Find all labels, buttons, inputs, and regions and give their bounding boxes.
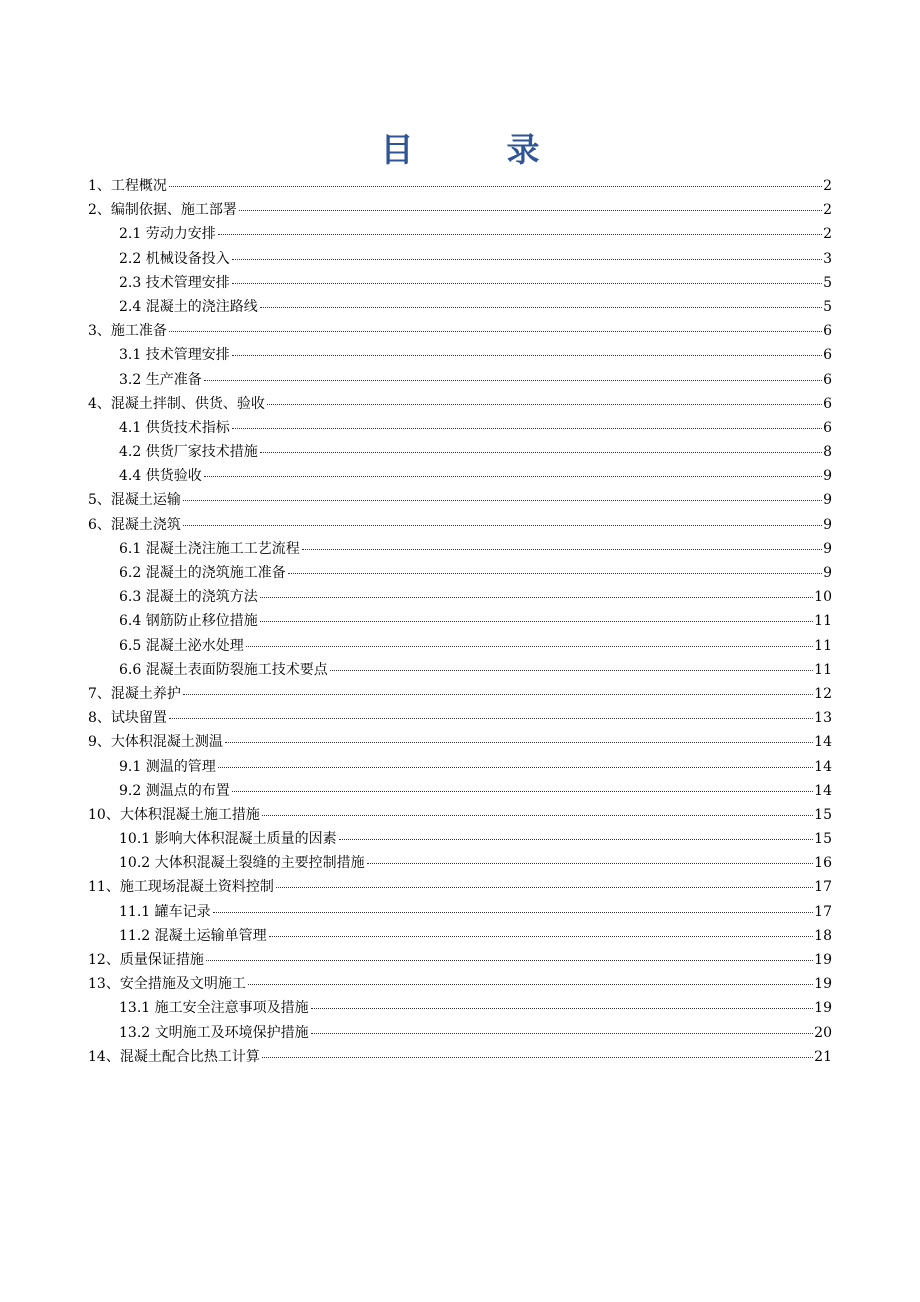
- toc-entry-label: 3.2 生产准备: [119, 371, 202, 388]
- toc-entry-page-number: 3: [823, 250, 832, 267]
- toc-dot-leader: [311, 1033, 814, 1034]
- toc-dot-leader: [232, 355, 822, 356]
- toc-entry-label: 6.3 混凝土的浇筑方法: [119, 589, 258, 606]
- toc-entry-label: 3.1 技术管理安排: [119, 347, 230, 364]
- toc-entry[interactable]: [88, 755, 832, 779]
- toc-dot-leader: [232, 283, 822, 284]
- toc-entry-label: 6.6 混凝土表面防裂施工技术要点: [119, 661, 328, 678]
- toc-entry-page-number: 11: [814, 661, 832, 678]
- toc-entry[interactable]: [88, 464, 832, 488]
- toc-entry[interactable]: [88, 948, 832, 972]
- toc-entry-label: 1、工程概况: [88, 178, 167, 194]
- toc-entry[interactable]: [88, 368, 832, 392]
- toc-dot-leader: [367, 863, 814, 864]
- toc-entry-page-number: 6: [823, 347, 832, 364]
- toc-dot-leader: [169, 331, 822, 332]
- toc-dot-leader: [183, 500, 822, 501]
- toc-list: [88, 174, 832, 1069]
- toc-entry[interactable]: [88, 779, 832, 803]
- toc-entry-label: 2.1 劳动力安排: [119, 226, 216, 243]
- toc-entry-page-number: 18: [814, 927, 832, 944]
- toc-entry[interactable]: [88, 851, 832, 875]
- toc-entry-label: 4.1 供货技术指标: [119, 419, 230, 436]
- toc-entry-label: 11.1 罐车记录: [119, 903, 211, 920]
- toc-dot-leader: [232, 428, 822, 429]
- toc-entry-page-number: 2: [823, 226, 832, 243]
- toc-entry[interactable]: [88, 706, 832, 730]
- toc-entry-label: 4.4 供货验收: [119, 468, 202, 485]
- toc-entry[interactable]: [88, 513, 832, 537]
- toc-entry-label: 14、混凝土配合比热工计算: [88, 1048, 260, 1065]
- toc-entry[interactable]: [88, 996, 832, 1020]
- toc-entry-page-number: 21: [814, 1048, 832, 1065]
- toc-dot-leader: [213, 912, 814, 913]
- toc-entry-page-number: 9: [823, 540, 832, 557]
- toc-entry[interactable]: [88, 1021, 832, 1045]
- toc-entry[interactable]: [88, 561, 832, 585]
- toc-entry[interactable]: [88, 875, 832, 899]
- toc-dot-leader: [260, 307, 822, 308]
- toc-entry-label: 6.1 混凝土浇注施工工艺流程: [119, 540, 300, 557]
- toc-entry-label: 2.2 机械设备投入: [119, 250, 230, 267]
- toc-dot-leader: [232, 259, 822, 260]
- toc-dot-leader: [262, 1057, 813, 1058]
- toc-entry-page-number: 19: [814, 1000, 832, 1017]
- toc-entry[interactable]: [88, 900, 832, 924]
- toc-entry-page-number: 6: [823, 371, 832, 388]
- toc-entry-label: 6.5 混凝土泌水处理: [119, 637, 244, 654]
- toc-entry[interactable]: [88, 392, 832, 416]
- toc-entry-page-number: 5: [823, 298, 832, 315]
- toc-entry-label: 2.4 混凝土的浇注路线: [119, 298, 258, 315]
- toc-entry-page-number: 9: [823, 492, 832, 509]
- toc-dot-leader: [260, 597, 813, 598]
- toc-entry[interactable]: [88, 803, 832, 827]
- toc-entry[interactable]: [88, 658, 832, 682]
- toc-entry[interactable]: [88, 319, 832, 343]
- toc-entry-page-number: 17: [814, 903, 832, 920]
- toc-dot-leader: [246, 646, 813, 647]
- toc-dot-leader: [276, 887, 813, 888]
- toc-dot-leader: [330, 670, 813, 671]
- toc-entry-label: 6.2 混凝土的浇筑施工准备: [119, 565, 286, 581]
- toc-title: 目 录: [380, 130, 570, 169]
- toc-entry-page-number: 11: [814, 613, 832, 630]
- toc-entry-label: 4、混凝土拌制、供货、验收: [88, 395, 265, 412]
- toc-dot-leader: [169, 186, 822, 187]
- toc-entry-label: 9、大体积混凝土测温: [88, 734, 223, 751]
- toc-entry-page-number: 9: [823, 516, 832, 533]
- toc-entry-label: 13.1 施工安全注意事项及措施: [119, 1000, 309, 1017]
- toc-entry-page-number: 17: [814, 879, 832, 896]
- toc-entry-page-number: 9: [823, 565, 832, 581]
- toc-entry[interactable]: [88, 827, 832, 851]
- toc-entry-page-number: 20: [814, 1024, 832, 1041]
- toc-entry[interactable]: [88, 295, 832, 319]
- toc-entry-page-number: 6: [823, 323, 832, 340]
- toc-dot-leader: [311, 1008, 814, 1009]
- toc-dot-leader: [267, 404, 822, 405]
- toc-entry-page-number: 10: [814, 589, 832, 606]
- toc-entry-label: 6、混凝土浇筑: [88, 516, 181, 533]
- toc-dot-leader: [204, 476, 822, 477]
- toc-entry-label: 3、施工准备: [88, 323, 167, 340]
- toc-entry[interactable]: [88, 440, 832, 464]
- toc-entry[interactable]: [88, 609, 832, 633]
- toc-entry-page-number: 6: [823, 419, 832, 436]
- toc-entry[interactable]: [88, 271, 832, 295]
- toc-dot-leader: [262, 815, 813, 816]
- toc-entry[interactable]: [88, 343, 832, 367]
- toc-entry-label: 2.3 技术管理安排: [119, 274, 230, 291]
- toc-entry-page-number: 2: [823, 178, 832, 194]
- toc-dot-leader: [239, 210, 822, 211]
- toc-entry-page-number: 16: [814, 855, 832, 872]
- toc-entry-label: 2、编制依据、施工部署: [88, 202, 237, 219]
- toc-dot-leader: [218, 234, 822, 235]
- toc-entry-page-number: 15: [814, 806, 832, 823]
- toc-entry-label: 7、混凝土养护: [88, 685, 181, 702]
- toc-entry-label: 10.2 大体积混凝土裂缝的主要控制措施: [119, 855, 365, 872]
- toc-dot-leader: [169, 718, 813, 719]
- toc-dot-leader: [204, 380, 822, 381]
- toc-entry-page-number: 14: [814, 758, 832, 775]
- toc-entry[interactable]: [88, 247, 832, 271]
- toc-entry[interactable]: [88, 730, 832, 754]
- toc-dot-leader: [218, 767, 813, 768]
- toc-entry-page-number: 14: [814, 734, 832, 751]
- toc-entry[interactable]: [88, 972, 832, 996]
- toc-entry[interactable]: [88, 222, 832, 246]
- toc-entry-label: 12、质量保证措施: [88, 952, 204, 968]
- toc-dot-leader: [339, 839, 814, 840]
- toc-entry-label: 6.4 钢筋防止移位措施: [119, 613, 258, 630]
- toc-entry[interactable]: [88, 416, 832, 440]
- toc-entry-label: 11、施工现场混凝土资料控制: [88, 879, 274, 896]
- toc-entry-page-number: 12: [814, 685, 832, 702]
- toc-entry-label: 10.1 影响大体积混凝土质量的因素: [119, 831, 337, 848]
- toc-entry-label: 4.2 供货厂家技术措施: [119, 444, 258, 461]
- toc-entry[interactable]: [88, 198, 832, 222]
- toc-dot-leader: [260, 621, 813, 622]
- toc-entry-page-number: 6: [823, 395, 832, 412]
- toc-entry[interactable]: [88, 682, 832, 706]
- toc-entry[interactable]: [88, 585, 832, 609]
- toc-entry-page-number: 8: [823, 444, 832, 461]
- toc-entry-page-number: 11: [814, 637, 832, 654]
- toc-entry-label: 9.2 测温点的布置: [119, 782, 230, 799]
- toc-entry-page-number: 5: [823, 274, 832, 291]
- toc-entry[interactable]: [88, 634, 832, 658]
- toc-entry-label: 13.2 文明施工及环境保护措施: [119, 1024, 309, 1041]
- toc-dot-leader: [260, 452, 822, 453]
- toc-entry[interactable]: [88, 924, 832, 948]
- toc-entry-page-number: 9: [823, 468, 832, 485]
- toc-dot-leader: [183, 525, 822, 526]
- toc-entry-label: 8、试块留置: [88, 710, 167, 727]
- toc-entry[interactable]: [88, 1045, 832, 1069]
- toc-entry-page-number: 14: [814, 782, 832, 799]
- toc-entry-label: 11.2 混凝土运输单管理: [119, 927, 267, 944]
- toc-entry[interactable]: [88, 488, 832, 512]
- toc-entry-label: 13、安全措施及文明施工: [88, 976, 246, 993]
- toc-entry-page-number: 13: [814, 710, 832, 727]
- toc-dot-leader: [232, 791, 813, 792]
- toc-dot-leader: [288, 573, 822, 574]
- toc-entry[interactable]: [88, 537, 832, 561]
- toc-dot-leader: [206, 960, 813, 961]
- toc-dot-leader: [248, 984, 813, 985]
- toc-dot-leader: [269, 936, 814, 937]
- toc-entry[interactable]: [88, 174, 832, 198]
- toc-entry-label: 9.1 测温的管理: [119, 758, 216, 775]
- toc-entry-page-number: 19: [814, 976, 832, 993]
- toc-entry-page-number: 15: [814, 831, 832, 848]
- toc-entry-page-number: 2: [823, 202, 832, 219]
- toc-entry-label: 5、混凝土运输: [88, 492, 181, 509]
- toc-dot-leader: [183, 694, 813, 695]
- toc-entry-page-number: 19: [814, 952, 832, 968]
- toc-dot-leader: [225, 742, 813, 743]
- toc-entry-label: 10、大体积混凝土施工措施: [88, 806, 260, 823]
- toc-dot-leader: [302, 549, 822, 550]
